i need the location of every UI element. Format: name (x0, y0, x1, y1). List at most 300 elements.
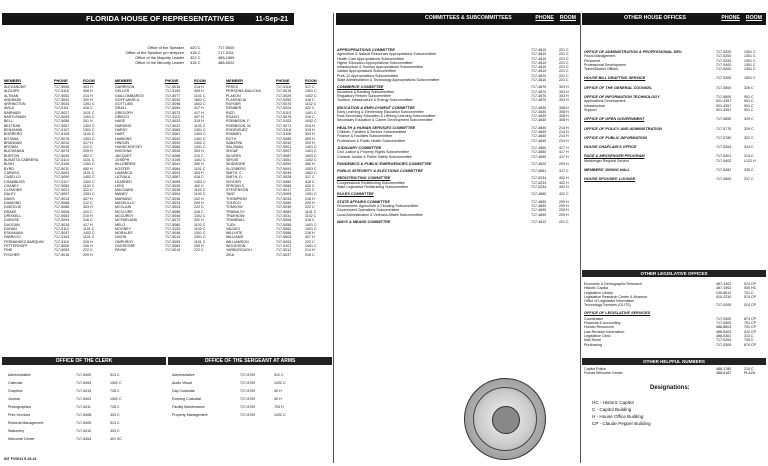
legislative-bar (582, 270, 766, 277)
office-phone: 717-5200 (716, 50, 732, 54)
row-label: MANEY (115, 192, 128, 197)
office-title: OFFICE OF ADMINISTRATION & PROFESSIONAL DEV. (584, 50, 683, 54)
row-room: 334 C (110, 429, 120, 433)
row-phone: 717-0200 (716, 303, 732, 308)
member-header: MEMBER (4, 79, 21, 83)
row-room: 209 H (559, 203, 569, 208)
row-label: GOTTLIEB (115, 102, 133, 107)
row-phone: 717-5027 (54, 110, 70, 115)
row-room: 308 H (559, 109, 569, 114)
row-phone: 717-5234 (531, 180, 547, 185)
row-label: ALEXANDER (4, 85, 26, 89)
row-phone: 717-4830 (531, 118, 547, 123)
row-label: WILLIAMS (226, 235, 244, 240)
committee-room: 402 H (559, 176, 569, 181)
row-phone: 717-5059 (165, 179, 181, 184)
row-label: ALTMAN (4, 93, 19, 98)
row-room: 214 H (305, 248, 315, 253)
subcommittee-row (337, 213, 579, 217)
row-phone: 717-5115 (54, 89, 69, 94)
member-column (4, 80, 112, 257)
row-phone: 717-5119 (54, 239, 69, 244)
row-phone: 717-5053 (54, 248, 70, 253)
row-label: ROBINSON, W. (226, 123, 252, 128)
row-room: 221 C (559, 65, 569, 70)
other-help-title: OTHER HELPFUL NUMBERS (643, 359, 705, 364)
row-phone: 717-5032 (276, 140, 292, 145)
row-label: Audio Visual (172, 381, 192, 385)
row-phone: 717-5012 (276, 248, 292, 253)
help-row (584, 371, 766, 375)
legislative-row (584, 303, 766, 307)
row-phone: 717-5074 (54, 149, 70, 154)
row-room: 302 H (194, 218, 204, 223)
row-phone: 717-5118 (276, 127, 291, 132)
row-label: ROTH (226, 136, 237, 141)
row-label: State Administration & Technology Appropriations Subcommittee (337, 78, 440, 83)
row-phone: 488-8403 (716, 329, 732, 334)
row-label: DURAN (4, 226, 17, 231)
seal-emblem (492, 406, 520, 434)
office-room: 1301 C (744, 50, 756, 54)
row-label: ROACH (226, 115, 239, 120)
row-label: Local Administration & Veterans Affairs Subcommittee (337, 212, 423, 217)
row-phone: 717-5009 (276, 192, 292, 197)
row-room: 1301 C (83, 192, 95, 197)
row-phone: 717-4840 (531, 130, 547, 135)
row-label: RODRIGUEZ (226, 127, 248, 132)
sergeant-row (172, 411, 312, 419)
row-phone: 717-5011 (54, 166, 69, 171)
row-label: SALZMAN (226, 145, 243, 150)
row-label: Human Resources (584, 325, 614, 330)
row-room: 1301 C (194, 145, 206, 150)
row-room: 221 C (559, 60, 569, 65)
row-room: 316 C (305, 115, 315, 120)
row-label: Florida Welcome Center (584, 371, 623, 376)
row-phone: 717-5052 (54, 93, 70, 98)
row-phone: 717-5103 (54, 235, 70, 240)
office-row (584, 127, 766, 131)
row-room: 308 H (83, 89, 93, 94)
row-label: PLASENCIA (226, 97, 247, 102)
designations-title: Designations: (650, 385, 690, 391)
row-label: Legislative Clinic (584, 333, 611, 338)
office-phone: 717-5000 (218, 45, 235, 50)
row-room: 315 H (305, 127, 315, 132)
row-room: 221 C (559, 78, 569, 83)
row-label: DUGGAN (4, 222, 20, 227)
row-phone: 717-4890 (531, 203, 547, 208)
row-label: PreK-12 Appropriations Subcommittee (337, 73, 399, 78)
row-label: WILLIAMSON (226, 239, 249, 244)
row-label: FERNANDEZ-BARQUIN (4, 239, 44, 244)
row-room: 403 H (83, 85, 93, 89)
office-subrow (584, 159, 766, 163)
row-label: RENNER (226, 106, 242, 111)
row-label: BELTRAN (4, 123, 21, 128)
row-room: 412 CP (744, 329, 756, 334)
row-label: MELO (115, 222, 126, 227)
row-room: 418 C (194, 175, 204, 180)
row-phone: 717-5001 (276, 145, 292, 150)
row-label: KILLEBREW (115, 162, 136, 167)
row-room: 700 C (744, 338, 754, 343)
row-phone: 717-5025 (165, 183, 181, 188)
committee-title: RULES COMMITTEE (337, 192, 374, 197)
row-label: Administrative (172, 373, 195, 377)
row-room: 000 HC (744, 286, 757, 291)
row-label: SMITH, D. (226, 175, 243, 180)
subcommittee-row (337, 98, 579, 102)
row-room: 214 H (559, 134, 569, 139)
committee-phone: 717-4820 (531, 161, 547, 166)
row-phone: 717-5031 (276, 213, 292, 218)
row-phone: 717-4810 (531, 78, 547, 83)
row-phone: 717-5700 (240, 389, 256, 393)
other-help-list (584, 367, 766, 376)
row-label: BENJAMIN (4, 127, 23, 132)
office-room: 316 C (190, 60, 201, 65)
row-phone: 717-5700 (240, 405, 256, 409)
row-phone: 717-4810 (531, 52, 547, 57)
committee-room: 303 H (559, 85, 569, 90)
room-header: ROOM (83, 79, 95, 83)
row-phone: 717-5105 (54, 132, 70, 137)
row-label: TUCK (226, 222, 236, 227)
row-phone: 245-6612 (716, 290, 732, 295)
row-room: 1602 C (194, 97, 206, 102)
row-label: TRABULSY (226, 209, 245, 214)
row-room: 417 H (194, 106, 204, 111)
row-label: Environment, Agriculture & Flooding Subcommittee (337, 203, 419, 208)
clerk-list (8, 371, 148, 443)
row-label: GOFF-MARCIL (115, 97, 140, 102)
row-label: DALEY (4, 192, 16, 197)
row-room: 402 H (559, 185, 569, 190)
row-label: BUCHANAN (4, 149, 25, 154)
row-room: 209 H (559, 208, 569, 213)
row-phone: 717-5079 (276, 115, 292, 120)
row-phone: 717-5004 (165, 192, 181, 197)
row-label: SPROWLS (226, 183, 244, 188)
member-row (226, 253, 334, 257)
row-label: Day Custodial (172, 389, 195, 393)
row-label: Facility Maintenance (172, 405, 205, 409)
committees-room-label: ROOM (559, 15, 576, 22)
office-room: 313 C (744, 154, 754, 159)
row-room: 1301 C (305, 192, 317, 197)
row-label: Congressional Redistricting Subcommittee (337, 180, 405, 185)
row-phone: 717-5110 (276, 110, 291, 115)
row-room: 303 H (559, 89, 569, 94)
row-room: 209 H (194, 201, 204, 206)
committee-room: 317 C (559, 169, 569, 174)
office-phone: 717-5263 (716, 145, 732, 150)
row-room: 1302 C (305, 158, 317, 163)
row-label: BUSATTA CABRERA (4, 158, 39, 163)
row-label: ROMMEL (226, 132, 242, 137)
office-title: PAGE & MESSENGER PROGRAM (584, 154, 645, 159)
member-header: MEMBER (226, 79, 243, 83)
header-bar (2, 13, 294, 25)
row-label: AVILA (4, 106, 14, 111)
row-room: 1602 C (194, 102, 206, 107)
row-phone: 717-5071 (276, 123, 292, 128)
row-phone: 717-5093 (165, 170, 181, 175)
row-room: 334 C (110, 413, 120, 417)
row-room: 400 H (305, 162, 315, 167)
sergeant-row (172, 379, 312, 387)
row-room: 407 H (194, 115, 204, 120)
row-label: HARDING (115, 123, 132, 128)
row-label: Civil Justice & Property Rights Subcommittee (337, 150, 410, 155)
office-subrow (584, 108, 766, 112)
row-label: Legislative Library (584, 290, 613, 295)
row-room: 1301 C (744, 58, 756, 63)
legislative-sub-title: OFFICE OF LEGISLATIVE SERVICES (584, 310, 651, 315)
clerk-row (8, 403, 148, 411)
row-phone: 717-5039 (276, 205, 292, 210)
row-room: 1401 C (305, 243, 317, 248)
clerk-row (8, 435, 148, 443)
row-room: 418 C (305, 179, 315, 184)
row-label: ARRINGTON (4, 102, 26, 107)
row-label: Journal (8, 397, 20, 401)
row-label: MCCURDY (115, 213, 134, 218)
row-label: CHAMBLISS (4, 179, 25, 184)
row-room: 407 H (305, 235, 315, 240)
room-header: ROOM (305, 79, 317, 83)
row-room: 402 H (194, 183, 204, 188)
row-phone: 717-5072 (165, 218, 181, 223)
clerk-row (8, 427, 148, 435)
row-label: Print Services (8, 413, 31, 417)
row-room: 417 H (83, 222, 93, 227)
row-phone: 717-4810 (531, 69, 547, 74)
row-room: 322 C (83, 188, 93, 193)
row-room: 303 H (559, 98, 569, 103)
row-room: 222 C (305, 239, 315, 244)
office-room: 329 C (744, 117, 754, 122)
office-room: 326 C (744, 85, 754, 90)
row-room: 574 CP (744, 282, 756, 286)
row-label: MCCLURE (115, 209, 133, 214)
committee-phone: 717-4890 (531, 199, 547, 204)
row-room: 701 C (744, 290, 754, 295)
row-label: Finance & Facilities Subcommittee (337, 134, 393, 139)
row-room: 1101 C (305, 209, 317, 214)
row-phone: 717-5045 (54, 145, 70, 150)
office-title: MEMBERS' DINING HALL (584, 168, 630, 173)
row-phone: 717-5035 (165, 149, 181, 154)
row-room: 1101 C (194, 166, 206, 171)
row-room: 726 C (110, 389, 120, 393)
row-room: 701 CP (744, 325, 756, 330)
subcommittee-row (337, 78, 579, 82)
row-room: 303 H (83, 205, 93, 210)
row-label: VALDES (226, 226, 240, 231)
legislative-sub-row (584, 343, 766, 347)
office-room: 314 C (744, 145, 754, 150)
committee-phone: 717-4870 (531, 85, 547, 90)
row-phone: 717-5069 (54, 183, 70, 188)
office-title: OFFICE OF POLICY AND ADMINISTRATION (584, 126, 663, 131)
committee-row (337, 192, 579, 196)
row-room: 221 C (559, 56, 569, 61)
row-phone: 717-5063 (54, 213, 70, 218)
row-room: 200 H (83, 243, 93, 248)
committee-phone: 717-4880 (531, 192, 547, 197)
committee-title: STATE AFFAIRS COMMITTEE (337, 199, 390, 204)
row-room: 901 C (744, 107, 754, 112)
row-room: 402 H (559, 180, 569, 185)
row-phone: 717-5091 (54, 170, 70, 175)
row-label: DRAKE (4, 209, 17, 214)
row-room: 513 C (110, 373, 120, 377)
row-phone: 717-5034 (165, 201, 181, 206)
row-label: LEARNED (115, 179, 132, 184)
office-title: HOUSE CHAPLAIN'S OFFICE (584, 145, 637, 150)
row-label: CHANEY (4, 183, 19, 188)
row-label: Historic Capitol (584, 286, 609, 291)
row-phone: 717-5003 (276, 239, 292, 244)
sergeant-title: OFFICE OF THE SERGEANT AT ARMS (204, 358, 296, 364)
row-phone: 717-5020 (165, 140, 181, 145)
row-phone: 717-5049 (276, 170, 292, 175)
row-label: Messenger Request Service (584, 158, 630, 163)
row-phone: 717-5044 (276, 196, 292, 201)
row-label: Office of Legislative Information (584, 299, 635, 304)
clerk-bar (2, 357, 166, 365)
office-row (584, 177, 766, 181)
row-room: 1502 C (110, 381, 122, 385)
row-room: 1102 C (83, 183, 95, 188)
row-phone: 717-5014 (165, 235, 181, 240)
row-label: SABATINI (226, 140, 243, 145)
row-phone: 717-5024 (276, 106, 292, 111)
other-offices-header-bar (582, 13, 766, 25)
row-label: RAYNER (226, 102, 241, 107)
row-phone: 717-5036 (165, 188, 181, 193)
row-label: HAWKINS (115, 136, 132, 141)
row-label: LATVALA (115, 175, 131, 180)
row-phone: 717-5098 (165, 102, 181, 107)
row-phone: 410-2230 (716, 294, 732, 299)
row-room: 1102 C (305, 213, 317, 218)
subcommittee-row (337, 185, 579, 189)
row-room: 308 H (559, 118, 569, 123)
clerk-row (8, 411, 148, 419)
row-room: 1602 C (305, 170, 317, 175)
row-label: Fiscal Management (584, 54, 616, 59)
row-room: 316 C (305, 252, 315, 257)
other-offices-title: OTHER HOUSE OFFICES (624, 15, 686, 22)
row-room: 222 C (305, 205, 315, 210)
row-room: 315 H (194, 119, 204, 124)
row-phone: 717-5091 (276, 166, 292, 171)
row-label: Professions & Public Health Subcommittee (337, 138, 406, 143)
row-phone: 717-0305 (716, 342, 732, 347)
row-room: 300 H (83, 97, 93, 102)
designation-item: C - Capitol Building (592, 407, 632, 412)
subcommittee-row (337, 155, 579, 159)
committee-title: WAYS & MEANS COMMITTEE (337, 219, 391, 224)
row-label: Insurance & Banking Subcommittee (337, 89, 395, 94)
row-room: 1301 C (194, 231, 206, 236)
row-label: TOMKOW (226, 205, 243, 210)
row-room: 574 CP (744, 294, 756, 299)
office-room: 418 C (190, 50, 201, 55)
office-room: 329 C (744, 126, 754, 131)
row-phone: 717-5080 (165, 222, 181, 227)
row-phone: 717-5200 (716, 54, 732, 59)
office-name: Office of the Speaker pro tempore (125, 50, 184, 55)
row-label: Welcome Center (8, 437, 35, 441)
row-phone: 717-5106 (276, 132, 292, 137)
row-phone: 717-5010 (54, 140, 70, 145)
row-label: STEVENSON (226, 188, 249, 193)
office-phone: 717-5500 (716, 85, 732, 90)
office-row (584, 117, 766, 121)
row-label: HART (115, 132, 125, 137)
row-label: DRISKELL (4, 213, 22, 218)
row-room: 418 C (305, 97, 315, 102)
row-room: 1401 C (305, 89, 317, 94)
committee-phone: 717-4830 (531, 105, 547, 110)
row-room: 1002 C (305, 119, 317, 124)
row-phone: 717-0200 (716, 338, 732, 343)
row-label: YARBOROUGH (226, 248, 252, 253)
row-phone: 488-5361 (716, 333, 732, 338)
committee-title: APPROPRIATIONS COMMITTEE (337, 48, 395, 52)
row-room: 1401 C (305, 145, 317, 150)
office-name: Office of the Majority Leader (135, 55, 184, 60)
row-room: 218 H (305, 196, 315, 201)
row-phone: 717-5033 (165, 119, 181, 124)
row-phone: 717-5067 (165, 175, 181, 180)
row-label: INSOGNA (115, 149, 132, 154)
committee-phone: 717-5234 (531, 176, 547, 181)
row-room: 417 H (559, 154, 569, 159)
row-phone: 717-5117 (54, 179, 69, 184)
row-phone: 717-5050 (276, 97, 292, 102)
row-phone: 717-4810 (531, 60, 547, 65)
row-phone: 717-5400 (716, 62, 732, 67)
committee-phone: 717-4810 (531, 48, 547, 52)
row-room: 1101 C (83, 170, 95, 175)
row-phone: 717-4870 (531, 89, 547, 94)
row-label: MORALES (115, 231, 133, 236)
row-room: 402 C (83, 153, 93, 158)
row-phone: 717-5030 (165, 97, 181, 102)
row-label: Professional Development (584, 62, 626, 67)
row-room: 1302 C (194, 213, 206, 218)
row-room: 1301 C (744, 67, 756, 72)
row-label: BRANNAN (4, 140, 22, 145)
office-row (584, 136, 766, 140)
committee-phone: 717-4881 (531, 169, 547, 174)
office-room: 335 C (744, 168, 754, 173)
row-room: 1301 C (83, 127, 95, 132)
committee-row (337, 220, 579, 224)
row-label: TANT (226, 192, 236, 197)
row-room: 901 C (744, 99, 754, 104)
row-room: 1302 C (83, 123, 95, 128)
row-label: Regulatory Reform Subcommittee (337, 93, 392, 98)
row-room: 1401 C (305, 110, 317, 115)
row-label: Purchasing (584, 342, 602, 347)
